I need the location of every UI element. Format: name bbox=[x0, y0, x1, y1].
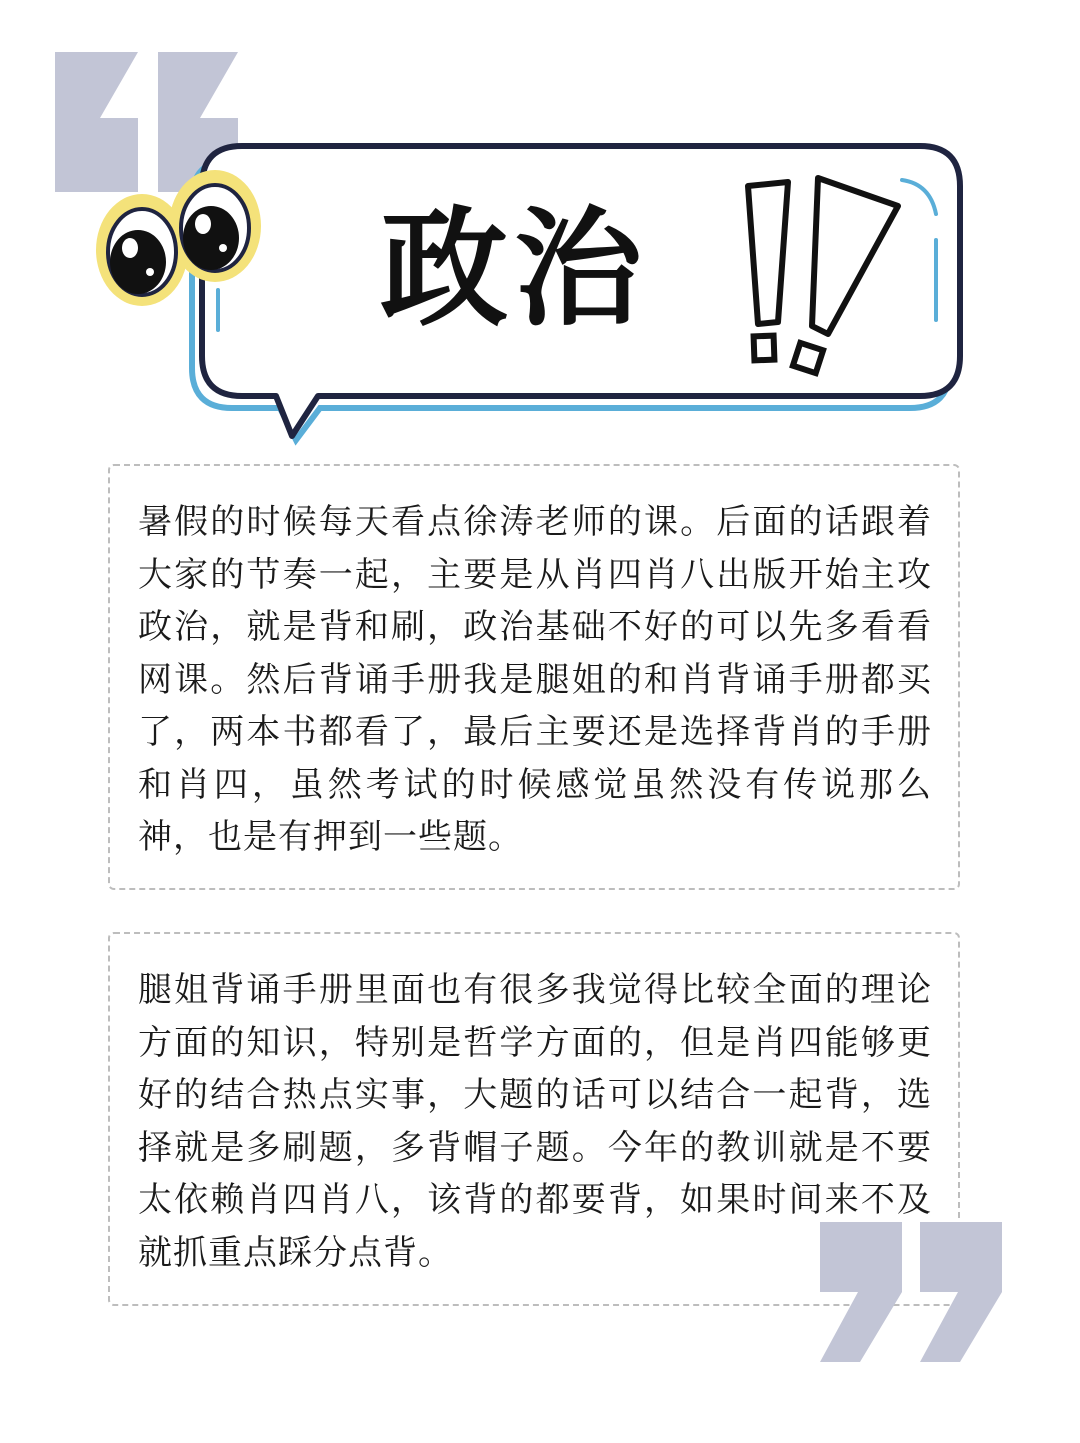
page-title: 政治 bbox=[380, 195, 649, 344]
card-1-text: 暑假的时候每天看点徐涛老师的课。后面的话跟着大家的节奏一起，主要是从肖四肖八出版开始主攻政治，就是背和刷，政治基础不好的可以先多看看网课。然后背诵手册我是腿姐的和肖背诵手册都买了，两本书都看了，最后主要还是选择背肖的手册和肖四，虽然考试的时候感觉虽然没有传说那么神，也是有押到一些题。 bbox=[138, 502, 932, 857]
card-2-text: 腿姐背诵手册里面也有很多我觉得比较全面的理论方面的知识，特别是哲学方面的，但是肖四能够更好的结合热点实事，大题的话可以结合一起背，选择就是多刷题，多背帽子题。今年的教训就是不要太依赖肖四肖八，该背的都要背，如果时间来不及就抓重点踩分点背。 bbox=[138, 970, 932, 1273]
